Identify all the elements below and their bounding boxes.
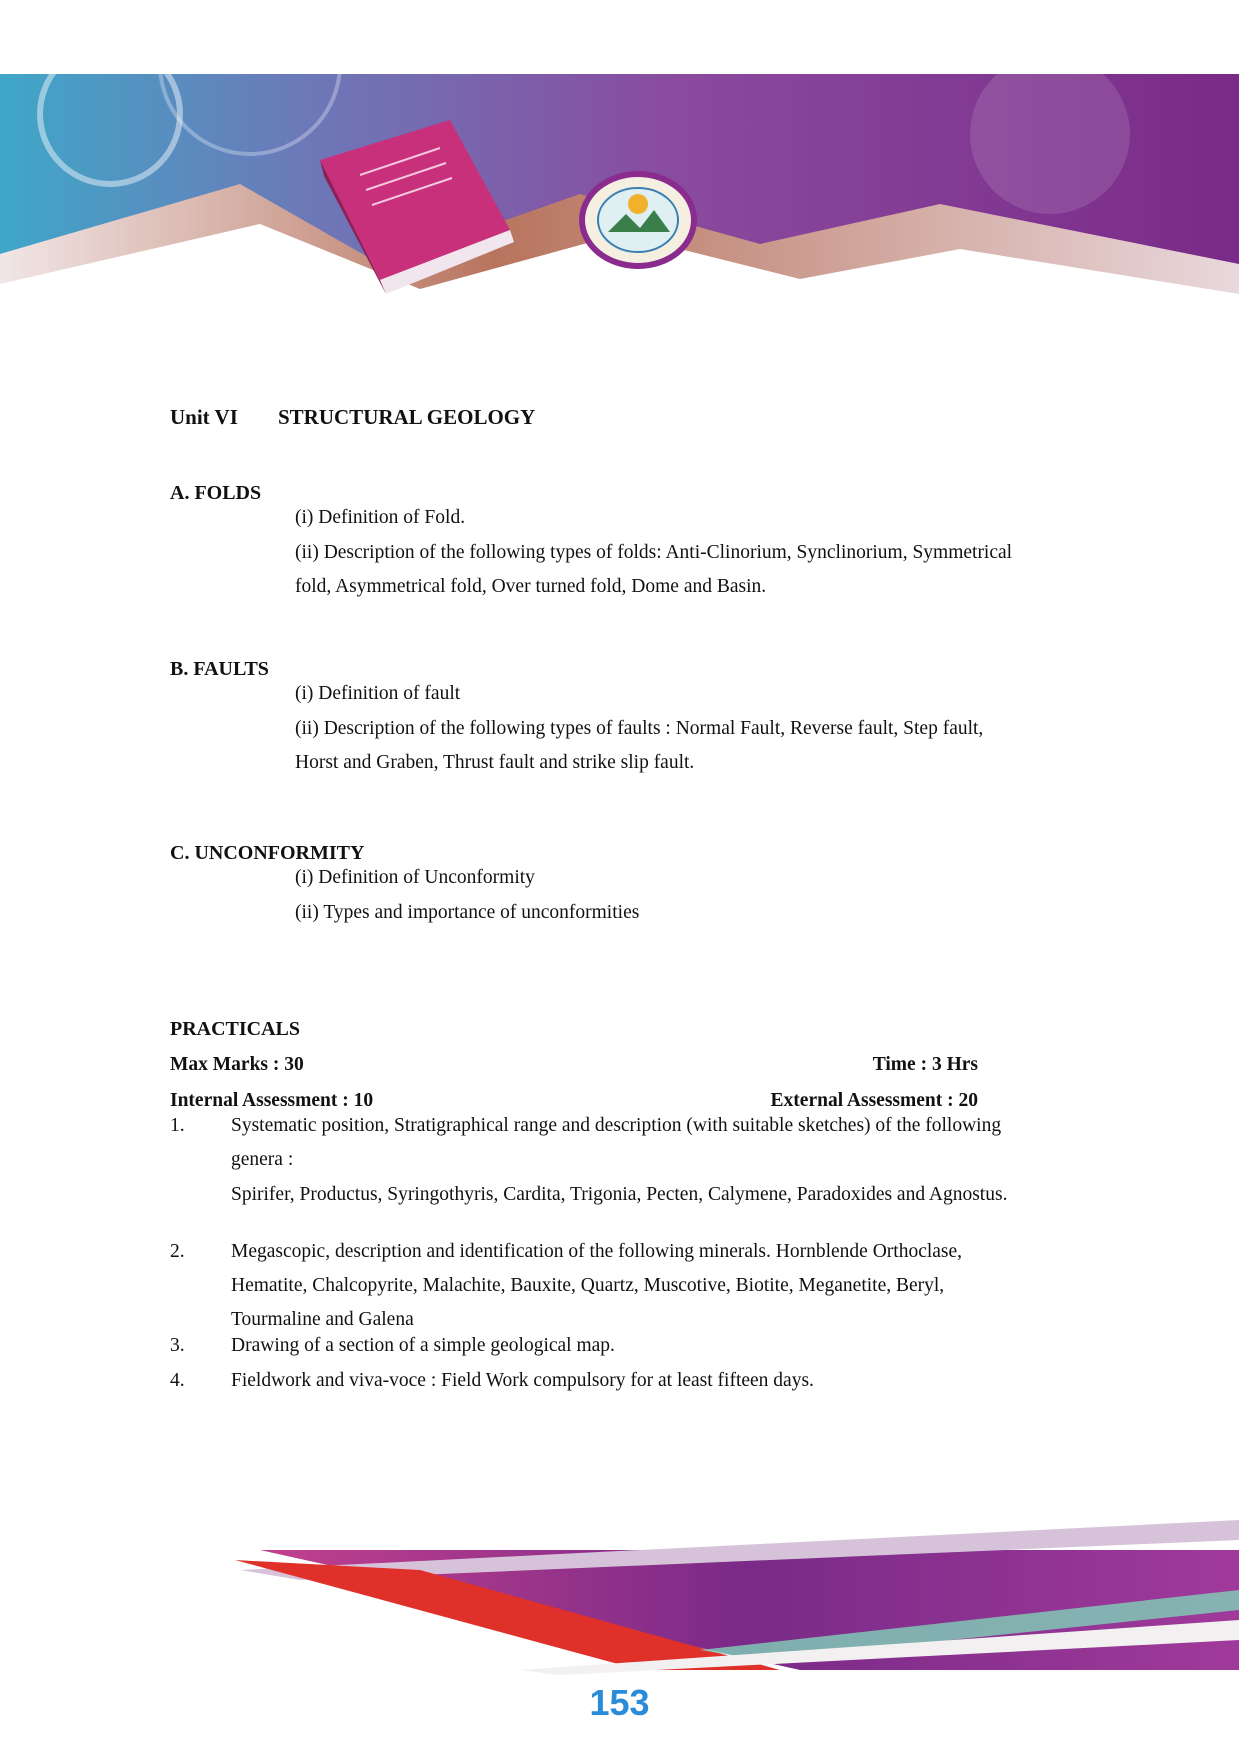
unit-title: STRUCTURAL GEOLOGY	[278, 405, 536, 429]
faults-item-1: (i) Definition of fault	[295, 683, 461, 704]
practicals-heading: PRACTICALS	[170, 1018, 301, 1040]
practical-item-2-number: 2.	[170, 1241, 185, 1262]
book-icon	[300, 120, 520, 300]
page-number: 153	[589, 1682, 650, 1723]
section-heading-unconformity: C. UNCONFORMITY	[170, 842, 365, 864]
practical-item-4-number: 4.	[170, 1370, 185, 1391]
practical-item-2-text: Megascopic, description and identification of the following minerals. Hornblende Orthoclase, Hematite, Chalcopyrite, Malachite, Bauxite, Quartz, Muscotive, Biotite, Meganetite, Beryl, Tourmaline and Galena	[231, 1241, 963, 1330]
unconformity-item-2: (ii) Types and importance of unconformities	[295, 902, 640, 923]
practical-item-3-text: Drawing of a section of a simple geological map.	[231, 1335, 615, 1356]
max-marks: Max Marks : 30	[170, 1054, 304, 1075]
external-assessment: External Assessment : 20	[770, 1090, 978, 1111]
board-seal-logo	[578, 170, 698, 270]
folds-item-2: (ii) Description of the following types of folds: Anti-Clinorium, Synclinorium, Symmetrical fold, Asymmetrical fold, Over turned fold, Dome and Basin.	[295, 542, 1013, 597]
folds-item-1: (i) Definition of Fold.	[295, 507, 466, 528]
marks-row	[170, 1048, 978, 1082]
footer-banner	[0, 1500, 1239, 1690]
faults-item-2: (ii) Description of the following types of faults : Normal Fault, Reverse fault, Step fault, Horst and Graben, Thrust fault and strike slip fault.	[295, 718, 984, 773]
internal-assessment: Internal Assessment : 10	[170, 1090, 374, 1111]
practical-item-4-text: Fieldwork and viva-voce : Field Work compulsory for at least fifteen days.	[231, 1370, 814, 1391]
section-heading-folds: A. FOLDS	[170, 482, 262, 504]
unit-label: Unit VI	[170, 405, 238, 429]
unit-heading	[170, 400, 536, 434]
practical-item-3-number: 3.	[170, 1335, 185, 1356]
unconformity-item-1: (i) Definition of Unconformity	[295, 867, 535, 888]
practical-item-1-number: 1.	[170, 1115, 185, 1136]
practical-item-1-text: Systematic position, Stratigraphical range and description (with suitable sketches) of the following genera :	[231, 1115, 1002, 1170]
section-heading-faults: B. FAULTS	[170, 658, 269, 680]
time: Time : 3 Hrs	[872, 1054, 978, 1075]
practical-item-1-genera: Spirifer, Productus, Syringothyris, Cardita, Trigonia, Pecten, Calymene, Paradoxides and Agnostus.	[231, 1184, 1008, 1205]
